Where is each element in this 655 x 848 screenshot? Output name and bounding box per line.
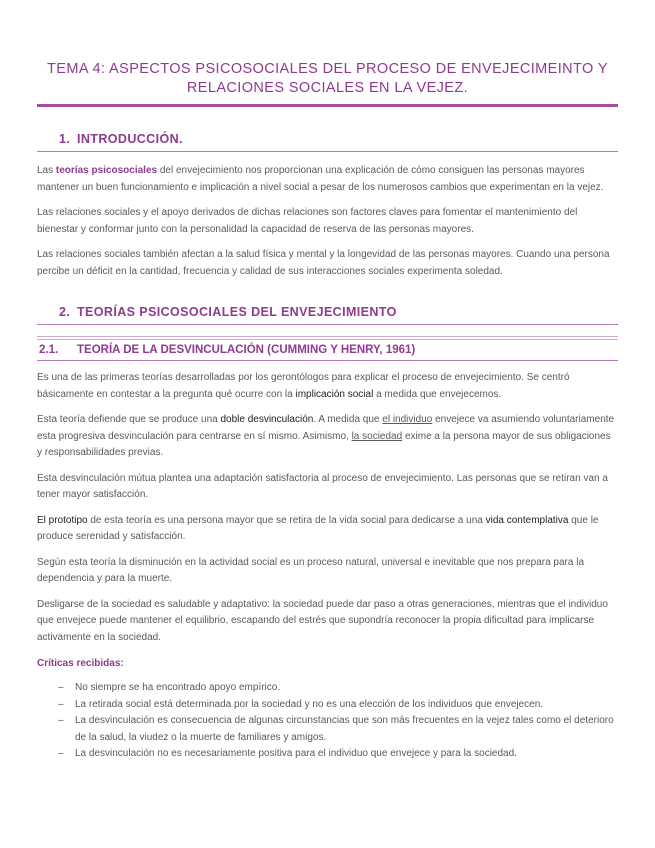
text-run: a medida que envejecemos. <box>373 388 502 400</box>
text-run: Las <box>37 165 56 176</box>
subsection-title: TEORÍA DE LA DESVINCULACIÓN (CUMMING Y HENRY, 1961) <box>77 344 416 356</box>
text-run: exime a la persona mayor de sus obligaciones y responsabilidades previas. <box>37 430 611 458</box>
section-heading-teorias <box>37 305 618 324</box>
criticas-heading: Críticas recibidas: <box>37 658 124 669</box>
paragraph <box>37 513 618 546</box>
list-item <box>37 713 618 746</box>
bullet-dash: – <box>58 682 64 693</box>
section-number: 1. <box>59 132 71 146</box>
criticas-list <box>37 680 618 763</box>
underlined-la-sociedad: la sociedad <box>351 430 403 442</box>
list-item <box>37 697 618 714</box>
bullet-dash: – <box>58 715 64 726</box>
title-line-2: RELACIONES SOCIALES EN LA VEJEZ. <box>186 80 469 96</box>
text-run: . A medida que <box>313 414 383 425</box>
title-line-1: TEMA 4: ASPECTOS PSICOSOCIALES DEL PROCESO DE ENVEJECIMEINTO Y <box>47 61 608 77</box>
text-run: que le produce serenidad y satisfacción. <box>37 514 599 542</box>
underlined-el-individuo: el individuo <box>382 414 433 425</box>
list-item-text: La retirada social está determinada por la sociedad y no es una elección de los individuos que envejecen. <box>75 698 544 710</box>
paragraph: Las relaciones sociales y el apoyo derivados de dichas relaciones son factores claves para fomentar el mantenimiento del bienestar y conformar junto con la personalidad la capacidad de reserva de las personas mayores. <box>37 207 578 235</box>
subsection-number: 2.1. <box>39 344 59 356</box>
paragraph: Las relaciones sociales también afectan a la salud física y mental y la longevidad de las personas mayores. Cuando una persona percibe un déficit en la cantidad, frecuencia y calidad de sus interacciones sociales experimenta soledad. <box>37 249 610 277</box>
text-run: del envejecimiento nos proporcionan una explicación de cómo consiguen las personas mayores mantener un buen funcionamiento e implicación a nivel social a pesar de los numerosos cambios que experimentan en la vejez. <box>37 165 604 193</box>
document-title <box>37 0 618 98</box>
section-heading-introduccion <box>37 132 618 151</box>
paragraph <box>37 412 618 462</box>
subsection-heading-desvinculacion <box>37 339 618 361</box>
list-item <box>37 746 618 763</box>
section-title: INTRODUCCIÓN. <box>77 132 183 146</box>
keyword-el-prototipo: El prototipo <box>37 514 88 526</box>
keyword-vida-contemplativa: vida contemplativa <box>485 514 569 526</box>
paragraph: Esta desvinculación mútua plantea una adaptación satisfactoria al proceso de envejecimiento. Las personas que se retiran van a tener mayor satisfacción. <box>37 472 608 500</box>
paragraph <box>37 370 618 403</box>
keyword-teorias-psicosociales: teorías psicosociales <box>55 165 158 176</box>
list-item-text: La desvinculación no es necesariamente positiva para el individuo que envejece y para la sociedad. <box>75 748 517 759</box>
paragraph <box>37 163 618 196</box>
text-run: de esta teoría es una persona mayor que se retira de la vida social para dedicarse a una <box>87 514 486 526</box>
list-item-text: La desvinculación es consecuencia de algunas circunstancias que son más frecuentes en la vejez tales como el deterioro de la salud, la viudez o la muerte de familiares y amigos. <box>75 715 614 743</box>
text-run: Esta teoría defiende que se produce una <box>37 414 221 425</box>
bullet-dash: – <box>58 698 64 710</box>
keyword-implicacion-social: implicación social <box>295 388 374 400</box>
text-run: envejece va asumiendo voluntariamente esta progresiva desvinculación para centrarse en sí mismo. Asimismo, <box>37 414 615 442</box>
list-item <box>37 680 618 697</box>
paragraph: Según esta teoría la disminución en la actividad social es un proceso natural, universal e inevitable que nos prepara para la dependencia y para la muerte. <box>37 556 585 584</box>
list-item-text: No siempre se ha encontrado apoyo empírico. <box>75 682 281 693</box>
paragraph: Desligarse de la sociedad es saludable y adaptativo: la sociedad puede dar paso a otras generaciones, mientras que el individuo que envejece puede mantener el equilibrio, escapando del estrés que supondría reconocer la propia dificultad para implicarse activamente en la sociedad. <box>37 598 608 643</box>
keyword-doble-desvinculacion: doble desvinculación <box>220 414 314 425</box>
section-number: 2. <box>59 305 71 319</box>
subsection-top-rule <box>37 336 618 337</box>
section-title: TEORÍAS PSICOSOCIALES DEL ENVEJECIMIENTO <box>77 305 397 319</box>
text-run: Es una de las primeras teorías desarrolladas por los gerontólogos para explicar el proceso de envejecimiento. Se centró básicamente en contestar a la pregunta qué ocurre con la <box>37 372 570 400</box>
bullet-dash: – <box>58 748 64 759</box>
